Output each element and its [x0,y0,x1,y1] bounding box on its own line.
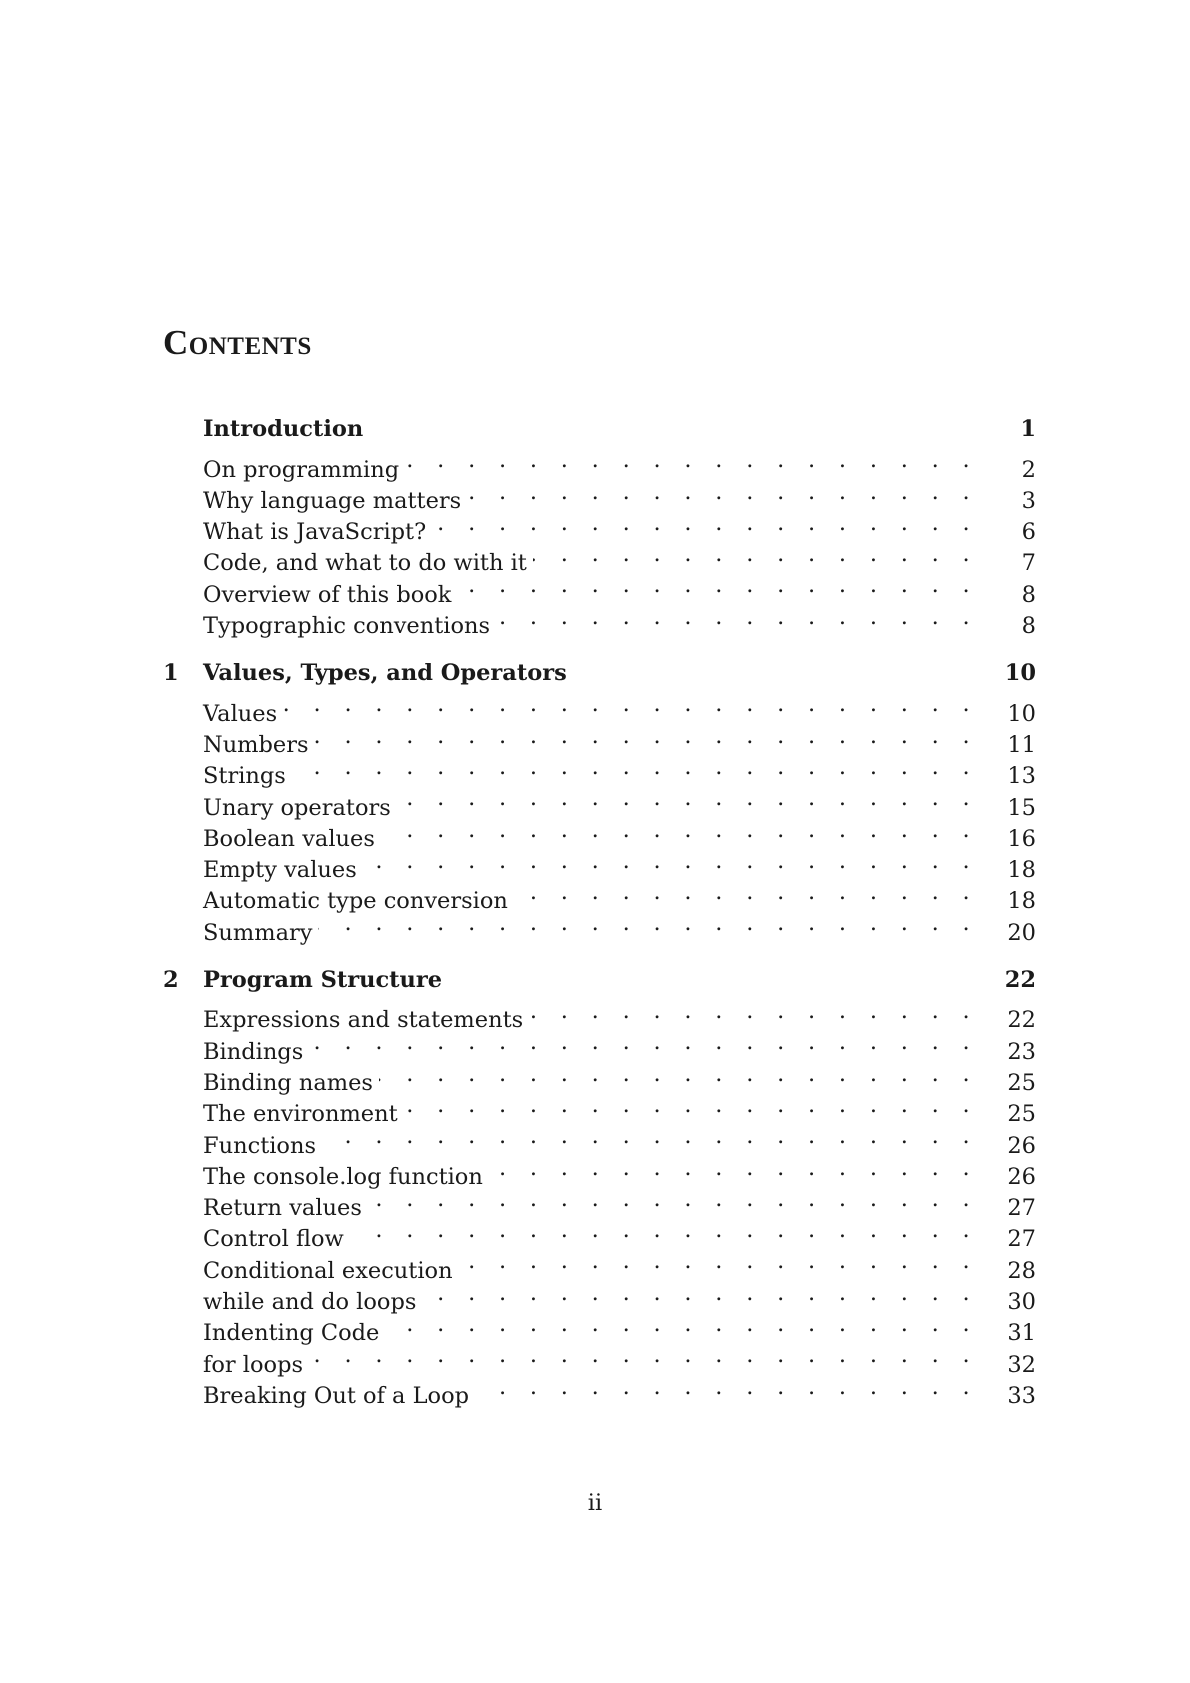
entry-title: Control flow [203,1226,344,1253]
dot-leader [405,445,978,476]
dot-leader [350,1215,978,1246]
entry-title: Summary [203,919,313,946]
dot-leader [363,846,978,877]
entry-page: 30 [1007,1289,1036,1316]
dot-leader [457,570,978,601]
toc-entry-row[interactable] [163,752,1036,790]
entry-title: Values [203,700,278,727]
toc-chapter-row[interactable] [163,965,1036,996]
chapter-page: 22 [1004,966,1036,993]
entry-page: 2 [1021,456,1036,483]
entry-title: Empty values [203,857,357,884]
entry-page: 31 [1007,1320,1036,1347]
entry-page: 33 [1007,1382,1036,1409]
entry-page: 16 [1007,825,1036,852]
chapter-title: Values, Types, and Operators [203,660,567,687]
entry-page: 7 [1021,550,1036,577]
entry-title: Breaking Out of a Loop [203,1382,470,1409]
entry-title: Automatic type conversion [203,888,508,915]
chapter-number: 1 [163,660,179,687]
entry-page: 25 [1007,1069,1036,1096]
entry-page: 6 [1021,519,1036,546]
dot-leader [529,996,978,1027]
dot-leader [381,815,978,846]
entry-title: The environment [203,1101,398,1128]
entry-page: 3 [1021,487,1036,514]
entry-title: Numbers [203,731,309,758]
dot-leader [315,721,978,752]
toc-section [163,965,1036,1409]
entry-page: 27 [1007,1195,1036,1222]
toc-entry-row[interactable] [163,783,1036,821]
entry-title: Conditional execution [203,1257,453,1284]
dot-leader [283,689,978,720]
toc-section [163,658,1036,946]
dot-leader [467,477,978,508]
toc-chapter-row[interactable] [163,658,1036,689]
dot-leader [385,1309,978,1340]
dot-leader [318,908,978,939]
entry-title: The console.log function [203,1163,483,1190]
page-title: Contents [163,323,312,362]
dot-leader [496,602,978,633]
dot-leader [533,539,978,570]
entry-title: Code, and what to do with it [203,550,527,577]
entry-page: 32 [1007,1351,1036,1378]
entry-page: 22 [1007,1007,1036,1034]
entry-page: 10 [1007,700,1036,727]
toc-entry-row[interactable] [163,721,1036,758]
page-number: ii [587,1490,603,1516]
chapter-page: 1 [1020,416,1036,442]
entry-title: Binding names [203,1069,373,1096]
entry-page: 26 [1007,1132,1036,1159]
entry-title: Expressions and statements [203,1007,524,1034]
entry-title: Strings [203,763,286,790]
entry-title: Functions [203,1132,317,1159]
dot-leader [489,1153,978,1184]
chapter-title: Introduction [203,416,364,442]
entry-page: 23 [1007,1038,1036,1065]
entry-title: Return values [203,1195,362,1222]
entry-page: 8 [1021,613,1036,640]
chapter-title: Program Structure [203,966,443,993]
entry-title: for loops [203,1351,304,1378]
entry-title: Bindings [203,1038,304,1065]
entry-page: 11 [1007,731,1036,758]
dot-leader [368,1184,978,1215]
entry-page: 20 [1007,919,1036,946]
entry-title: Typographic conventions [203,613,491,640]
entry-page: 27 [1007,1226,1036,1253]
toc-entry-row[interactable] [163,445,1036,483]
entry-title: while and do loops [203,1289,417,1316]
dot-leader [292,752,978,783]
entry-title: What is JavaScript? [203,519,427,546]
entry-page: 18 [1007,888,1036,915]
entry-title: On programming [203,456,400,483]
chapter-page: 10 [1004,660,1036,687]
dot-leader [397,783,978,814]
dot-leader [422,1278,978,1309]
dot-leader [432,508,978,539]
table-of-contents [163,414,1036,1428]
dot-leader [379,1059,978,1090]
dot-leader [322,1121,978,1152]
toc-entry-row[interactable] [163,996,1036,1034]
dot-leader [514,877,978,908]
chapter-number: 2 [163,966,179,993]
entry-page: 15 [1007,794,1036,821]
dot-leader [309,1340,978,1371]
entry-title: Unary operators [203,794,391,821]
entry-page: 28 [1007,1257,1036,1284]
dot-leader [404,1090,978,1121]
entry-page: 18 [1007,857,1036,884]
toc-chapter-row[interactable] [163,414,1036,445]
entry-title: Indenting Code [203,1320,380,1347]
entry-title: Why language matters [203,487,462,514]
toc-entry-row[interactable] [163,689,1036,727]
dot-leader [309,1027,978,1058]
entry-title: Overview of this book [203,581,452,608]
entry-page: 25 [1007,1101,1036,1128]
entry-page: 13 [1007,763,1036,790]
entry-page: 26 [1007,1163,1036,1190]
dot-leader [459,1246,978,1277]
dot-leader [475,1372,978,1403]
entry-title: Boolean values [203,825,375,852]
entry-page: 8 [1021,581,1036,608]
toc-section [163,414,1036,640]
